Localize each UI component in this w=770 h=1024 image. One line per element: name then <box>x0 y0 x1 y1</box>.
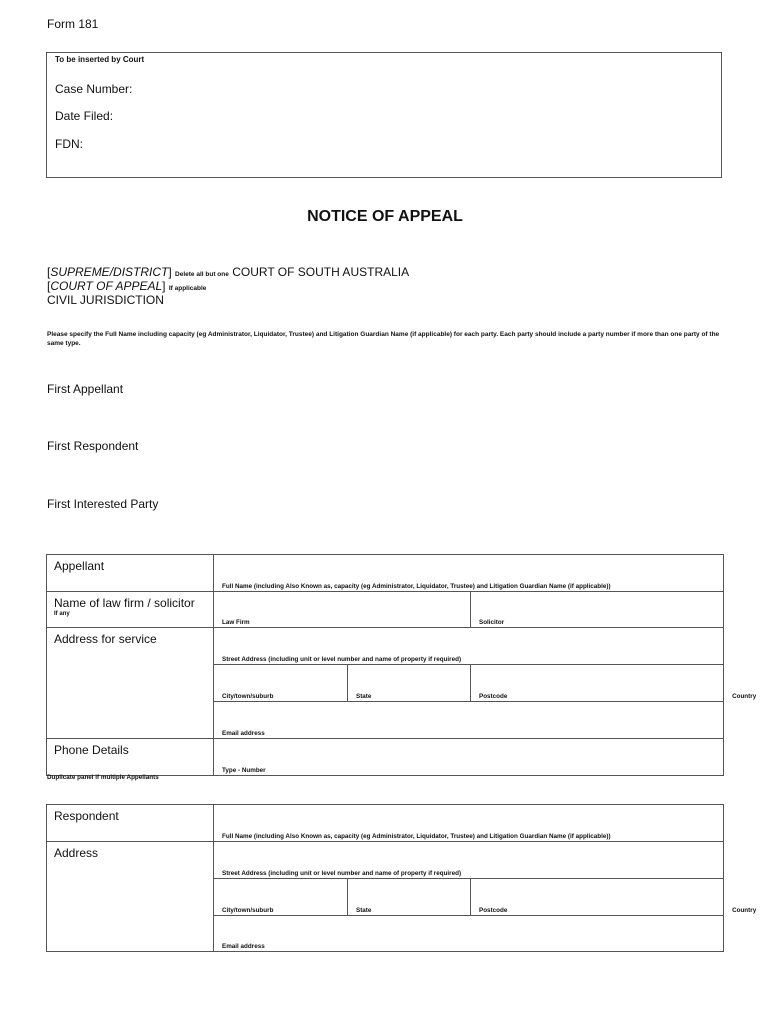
law-firm-field[interactable] <box>214 592 471 628</box>
duplicate-panel-note: Duplicate panel if multiple Appellants <box>47 774 159 781</box>
respondent-email-field[interactable] <box>214 916 724 952</box>
respondent-postcode-field[interactable] <box>471 879 724 916</box>
law-firm-label-text: Name of law firm / solicitor <box>54 596 195 610</box>
street-address-caption: Street Address (including unit or level number and name of property if required) <box>222 656 462 663</box>
document-title: NOTICE OF APPEAL <box>307 208 463 225</box>
first-interested-party-label: First Interested Party <box>47 497 159 511</box>
respondent-state-field[interactable] <box>348 879 471 916</box>
respondent-full-name-field[interactable] <box>214 805 724 842</box>
respondent-street-caption: Street Address (including unit or level number and name of property if required) <box>222 870 462 877</box>
street-address-field[interactable] <box>214 628 724 665</box>
solicitor-caption: Solicitor <box>479 619 505 626</box>
jurisdiction: CIVIL JURISDICTION <box>47 293 164 307</box>
appellant-label: Appellant <box>47 555 214 592</box>
city-caption: City/town/suburb <box>222 693 274 700</box>
court-option-appeal: COURT OF APPEAL <box>50 279 163 293</box>
first-respondent-label: First Respondent <box>47 439 139 453</box>
court-line-1: [SUPREME/DISTRICT] Delete all but one COURT OF SOUTH AUSTRALIA <box>47 265 410 279</box>
respondent-city-field[interactable] <box>214 879 348 916</box>
respondent-label: Respondent <box>47 805 214 842</box>
email-field[interactable] <box>214 702 724 739</box>
respondent-state-caption: State <box>356 907 372 914</box>
respondent-street-field[interactable] <box>214 842 724 879</box>
postcode-field[interactable] <box>471 665 724 702</box>
solicitor-field[interactable] <box>471 592 724 628</box>
appellant-panel <box>46 554 757 776</box>
court-name: COURT OF SOUTH AUSTRALIA <box>232 265 410 279</box>
phone-field[interactable] <box>214 739 724 776</box>
court-use-heading: To be inserted by Court <box>55 55 145 64</box>
postcode-caption: Postcode <box>479 693 508 700</box>
respondent-city-caption: City/town/suburb <box>222 907 274 914</box>
respondent-postcode-caption: Postcode <box>479 907 508 914</box>
state-caption: State <box>356 693 372 700</box>
court-use-box <box>46 52 722 178</box>
court-option-supreme-district: SUPREME/DISTRICT <box>50 265 169 279</box>
respondent-full-name-caption: Full Name (including Also Known as, capacity (eg Administrator, Liquidator, Trustee) and Litigation Guardian Name (if applicable)) <box>222 833 611 840</box>
law-firm-label <box>47 592 214 628</box>
case-number-label: Case Number: <box>55 82 133 96</box>
phone-caption: Type - Number <box>222 767 266 774</box>
appellant-full-name-field[interactable] <box>214 555 724 592</box>
party-instructions: Please specify the Full Name including capacity (eg Administrator, Liquidator, Trustee) and Litigation Guardian Name (if applicable) for each party. Each party should include a party number if more than one party of the same type. <box>47 331 720 347</box>
respondent-email-caption: Email address <box>222 943 265 950</box>
country-caption: Country <box>732 693 757 700</box>
court-appeal-note: If applicable <box>168 285 207 292</box>
date-filed-label: Date Filed: <box>55 109 114 123</box>
fdn-label: FDN: <box>55 137 83 151</box>
phone-details-label: Phone Details <box>47 739 214 776</box>
city-field[interactable] <box>214 665 348 702</box>
court-line-2: [COURT OF APPEAL] If applicable <box>47 279 207 293</box>
form-number: Form 181 <box>47 17 99 31</box>
respondent-country-caption: Country <box>732 907 757 914</box>
law-firm-caption: Law Firm <box>222 619 250 626</box>
court-option-note: Delete all but one <box>175 271 229 278</box>
state-field[interactable] <box>348 665 471 702</box>
full-name-caption: Full Name (including Also Known as, capacity (eg Administrator, Liquidator, Trustee) and Litigation Guardian Name (if applicable)) <box>222 583 611 590</box>
first-appellant-label: First Appellant <box>47 382 124 396</box>
email-caption: Email address <box>222 730 265 737</box>
law-firm-if-any: If any <box>54 611 70 617</box>
address-for-service-label: Address for service <box>47 628 214 739</box>
respondent-address-label: Address <box>47 842 214 952</box>
respondent-panel <box>46 804 757 952</box>
